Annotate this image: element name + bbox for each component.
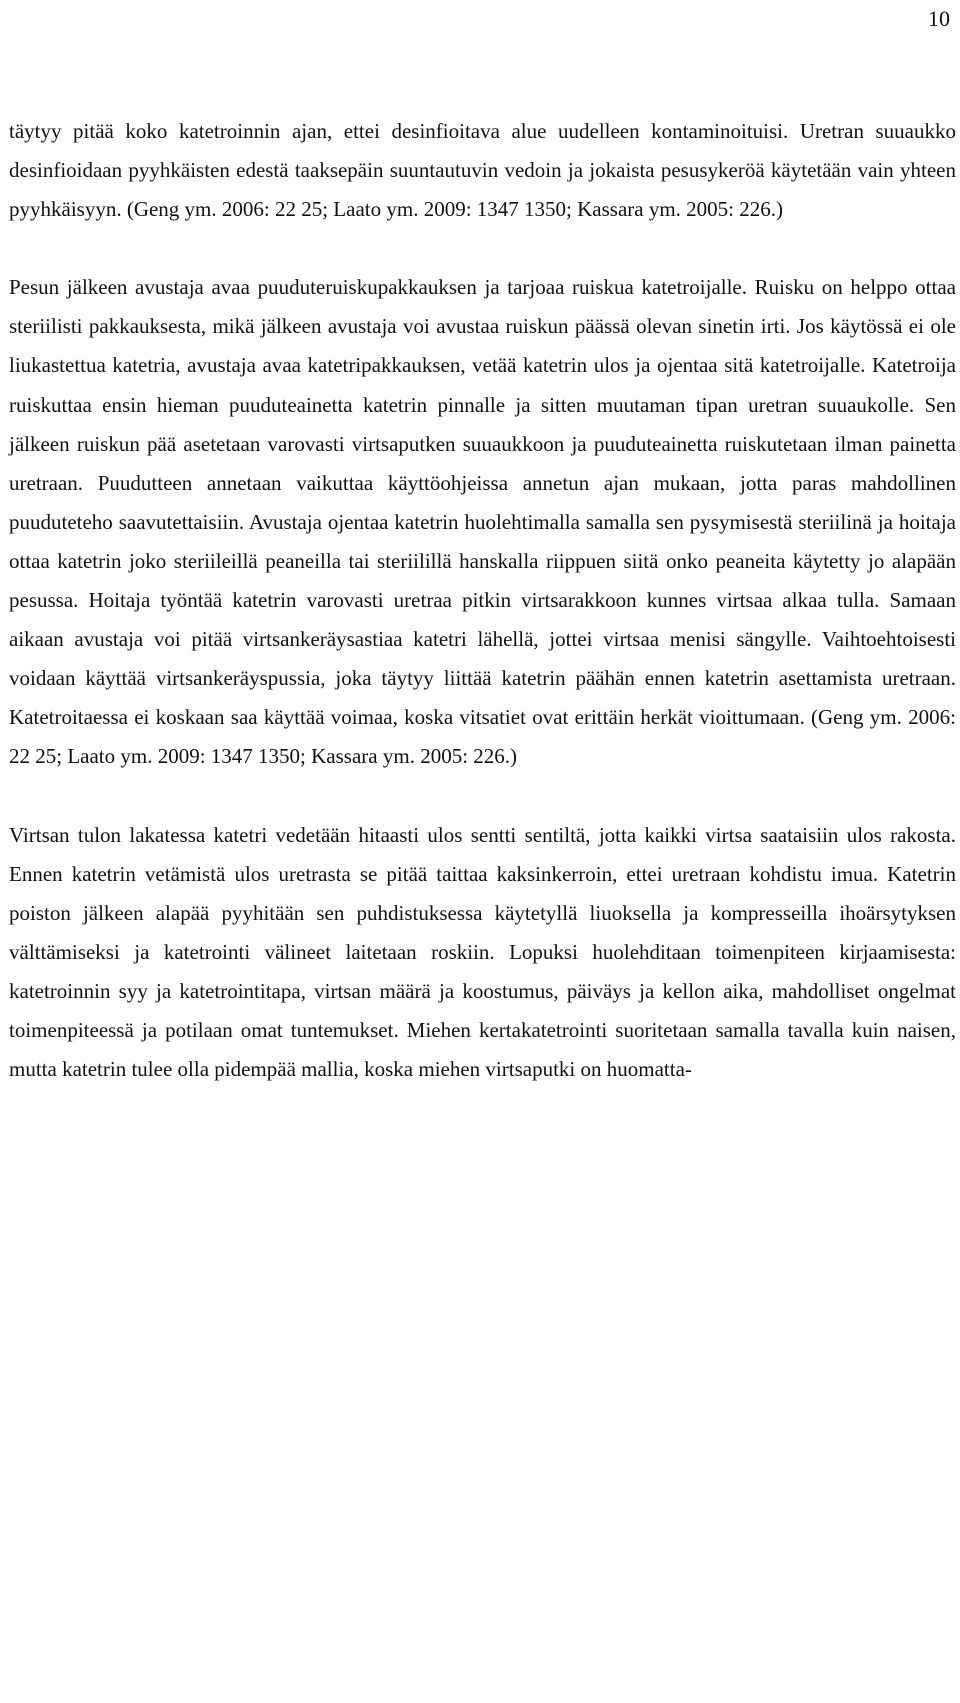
paragraph-1: täytyy pitää koko katetroinnin ajan, ettei desinfioitava alue uudelleen kontaminoituisi. Uretran suuaukko desinfioidaan pyyhkäisten edestä taaksepäin suuntautuvin vedoin ja jokaista pesusykeröä käytetään vain yhteen pyyhkäisyyn. (Geng ym. 2006: 22 25; Laato ym. 2009: 1347 1350; Kassara ym. 2005: 226.)	[9, 119, 956, 222]
body-text	[9, 112, 956, 1089]
page-number: 10	[928, 6, 950, 31]
paragraph-3: Virtsan tulon lakatessa katetri vedetään hitaasti ulos sentti sentiltä, jotta kaikki virtsa saataisiin ulos rakosta. Ennen katetrin vetämistä ulos uretrasta se pitää taittaa kaksinkerroin, ettei uretraan kohdistu imua. Katetrin poiston jälkeen alapää pyyhitään sen puhdistuksessa käytetyllä liuoksella ja kompresseilla ihoärsytyksen välttämiseksi ja katetrointi välineet laitetaan roskiin. Lopuksi huolehditaan toimenpiteen kirjaamisesta: katetroinnin syy ja katetrointitapa, virtsan määrä ja koostumus, päiväys ja kellon aika, mahdolliset ongelmat toimenpiteessä ja potilaan omat tuntemukset. Miehen kertakatetrointi suoritetaan samalla tavalla kuin naisen, mutta katetrin tulee olla pidempää mallia, koska miehen virtsaputki on huomatta-	[9, 822, 956, 1082]
paragraph-2: Pesun jälkeen avustaja avaa puuduteruiskupakkauksen ja tarjoaa ruiskua katetroijalle. Ruisku on helppo ottaa steriilisti pakkauksesta, mikä jälkeen avustaja voi avustaa ruiskun päässä olevan sinetin irti. Jos käytössä ei ole liukastettua katetria, avustaja avaa katetripakkauksen, vetää katetrin ulos ja ojentaa sitä katetroijalle. Katetroija ruiskuttaa ensin hieman puuduteainetta katetrin pinnalle ja sitten muutaman tipan uretran suuaukolle. Sen jälkeen ruiskun pää asetetaan varovasti virtsaputken suuaukkoon ja puuduteainetta ruiskutetaan ilman painetta uretraan. Puudutteen annetaan vaikuttaa käyttöohjeissa annetun ajan mukaan, jotta paras mahdollinen puuduteteho saavutettaisiin. Avustaja ojentaa katetrin huolehtimalla samalla sen pysymisestä steriilinä ja hoitaja ottaa katetrin joko steriileillä peaneilla tai steriilillä hanskalla riippuen siitä onko peaneita käytetty jo alapään pesussa. Hoitaja työntää katetrin varovasti uretraa pitkin virtsarakkoon kunnes virtsaa alkaa tulla. Samaan aikaan avustaja voi pitää virtsankeräysastiaa katetri lähellä, jottei virtsaa menisi sängylle. Vaihtoehtoisesti voidaan käyttää virtsankeräyspussia, joka täytyy liittää katetrin päähän ennen katetrin asettamista uretraan. Katetroitaessa ei koskaan saa käyttää voimaa, koska vitsatiet ovat erittäin herkät vioittumaan. (Geng ym. 2006: 22 25; Laato ym. 2009: 1347 1350; Kassara ym. 2005: 226.)	[9, 275, 956, 769]
